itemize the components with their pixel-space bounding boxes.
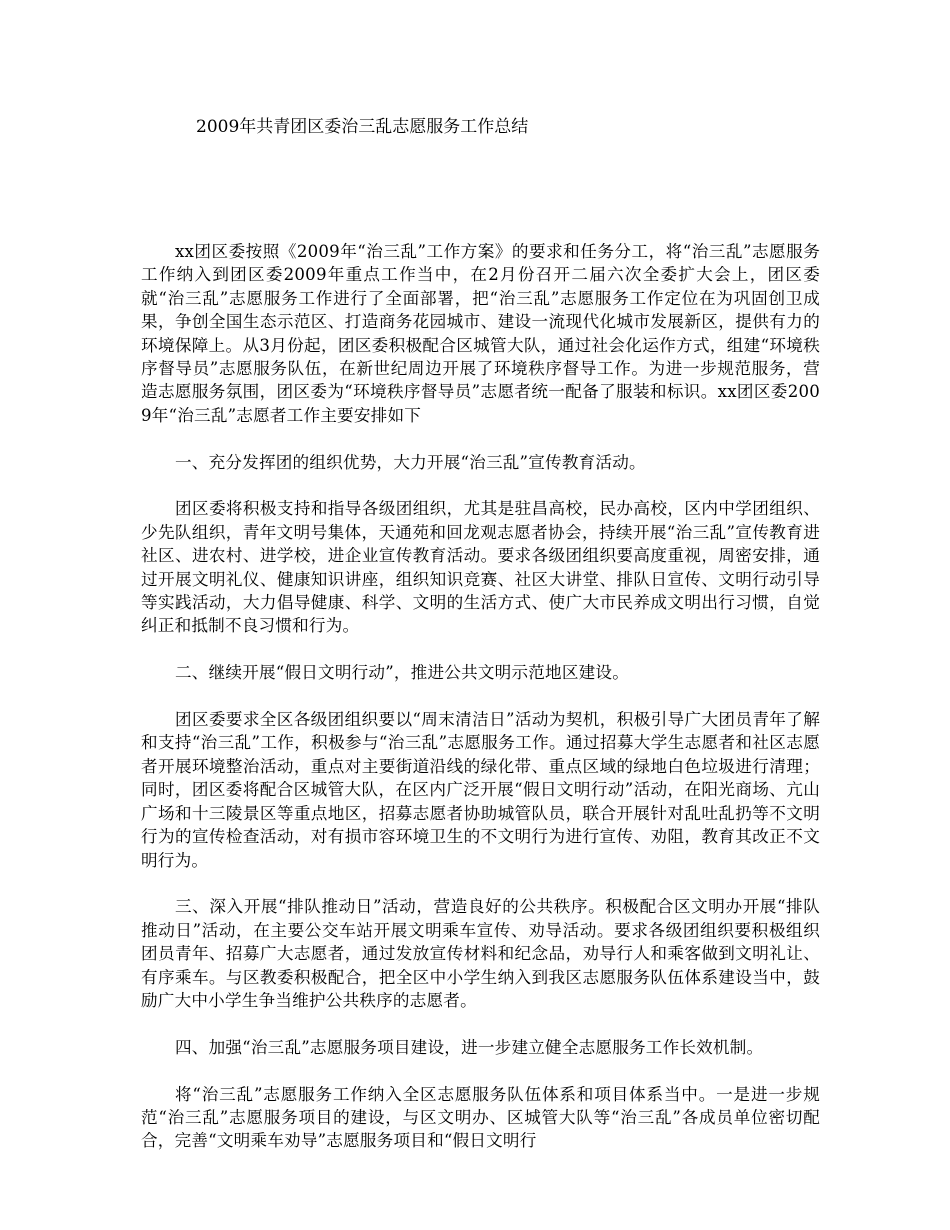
section-2-paragraph: 团区委要求全区各级团组织要以“周末清洁日”活动为契机，积极引导广大团员青年了解和支持“治三乱”工作，积极参与“治三乱”志愿服务工作。通过招募大学生志愿者和社区志愿者开展环境整治活动，重点对主要街道沿线的绿化带、重点区域的绿地白色垃圾进行清理；同时，团区委将配合区城管大队，在区内广泛开展“假日文明行动”活动，在阳光商场、亢山广场和十三陵景区等重点地区，招募志愿者协助城管队员，联合开展针对乱吐乱扔等不文明行为的宣传检查活动，对有损市容环境卫生的不文明行为进行宣传、劝阻，教育其改正不文明行为。 [141,710,820,870]
section-3-paragraph: 三、深入开展“排队推动日”活动，营造良好的公共秩序。积极配合区文明办开展“排队推动日”活动，在主要公交车站开展文明乘车宣传、劝导活动。要求各级团组织要积极组织团员青年、招募广大志愿者，通过发放宣传材料和纪念品，劝导行人和乘客做到文明礼让、有序乘车。与区教委积极配合，把全区中小学生纳入到我区志愿服务队伍体系建设当中，鼓励广大中小学生争当维护公共秩序的志愿者。 [141,897,820,1010]
intro-paragraph: xx团区委按照《2009年“治三乱”工作方案》的要求和任务分工，将“治三乱”志愿服务工作纳入到团区委2009年重点工作当中，在2月份召开二届六次全委扩大会上，团区委就“治三乱”志愿服务工作进行了全面部署，把“治三乱”志愿服务工作定位在为巩固创卫成果，争创全国生态示范区、打造商务花园城市、建设一流现代化城市发展新区，提供有力的环境保障上。从3月份起，团区委积极配合区城管大队，通过社会化运作方式，组建“环境秩序督导员”志愿服务队伍，在新世纪周边开展了环境秩序督导工作。为进一步规范服务，营造志愿服务氛围，团区委为“环境秩序督导员”志愿者统一配备了服装和标识。xx团区委2009年“治三乱”志愿者工作主要安排如下 [141,242,820,425]
section-1-paragraph: 团区委将积极支持和指导各级团组织，尤其是驻昌高校，民办高校，区内中学团组织、少先队组织，青年文明号集体，天通苑和回龙观志愿者协会，持续开展“治三乱”宣传教育进社区、进农村、进学校，进企业宣传教育活动。要求各级团组织要高度重视，周密安排，通过开展文明礼仪、健康知识讲座，组织知识竞赛、社区大讲堂、排队日宣传、文明行动引导等实践活动，大力倡导健康、科学、文明的生活方式、使广大市民养成文明出行习惯，自觉纠正和抵制不良习惯和行为。 [141,499,820,636]
document-title: 2009年共青团区委治三乱志愿服务工作总结 [196,117,529,137]
section-2-heading: 二、继续开展“假日文明行动”，推进公共文明示范地区建设。 [175,663,630,683]
section-4-heading: 四、加强“治三乱”志愿服务项目建设，进一步建立健全志愿服务工作长效机制。 [175,1037,764,1057]
section-4-paragraph: 将“治三乱”志愿服务工作纳入全区志愿服务队伍体系和项目体系当中。一是进一步规范“治三乱”志愿服务项目的建设，与区文明办、区城管大队等“治三乱”各成员单位密切配合，完善“文明乘车劝导”志愿服务项目和“假日文明行 [141,1084,820,1151]
document-body [141,240,820,1176]
section-1-heading: 一、充分发挥团的组织优势，大力开展“治三乱”宣传教育活动。 [175,452,646,472]
